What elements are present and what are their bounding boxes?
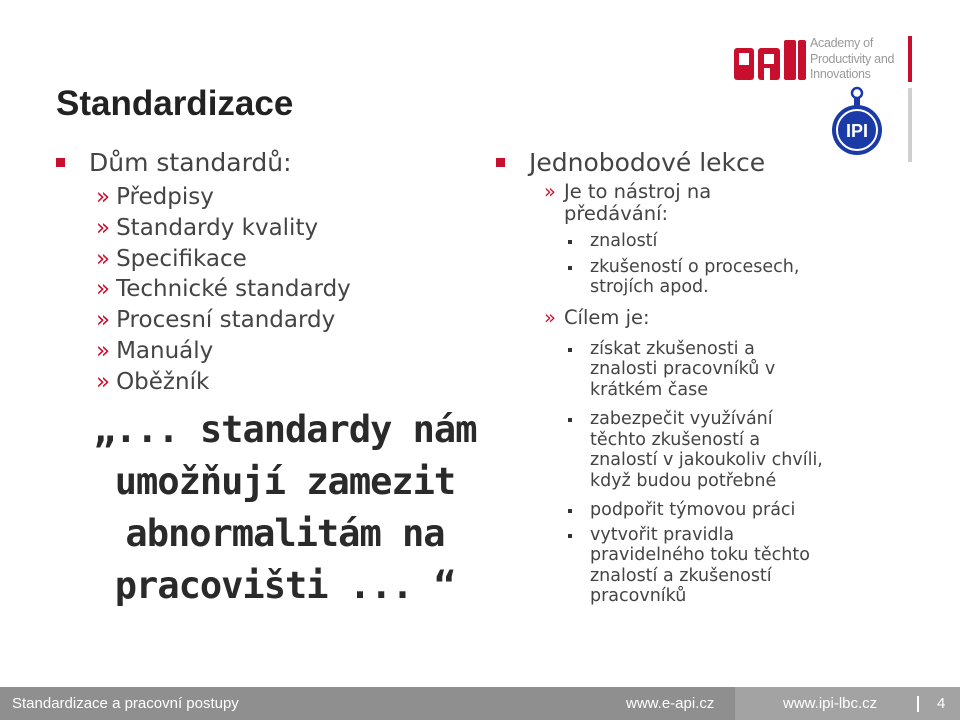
list-item: » Oběžník (96, 368, 210, 395)
list-item: » Specifikace (96, 245, 247, 272)
academy-text: Academy of Productivity and Innovations (810, 36, 895, 81)
list-item: » Manuály (96, 337, 214, 364)
small-square-bullet-icon (568, 348, 572, 352)
small-square-bullet-icon (568, 509, 572, 513)
quote-line: abnormalitám na (125, 512, 445, 555)
list-item: zabezpečit využívání těchto zkušeností a znalostí v jakoukoliv chvíli, když budou potřebné (568, 409, 896, 491)
raquo-icon: » (96, 337, 111, 364)
list-item: » Předpisy (96, 184, 214, 210)
raquo-icon: » (96, 307, 111, 334)
small-square-bullet-icon (568, 266, 572, 270)
tool-points (568, 231, 896, 298)
list-item: » Procesní standardy (96, 307, 336, 334)
quote-line: pracovišti ... “ (114, 564, 456, 607)
list-item: vytvořit pravidla pravidelného toku těchto znalostí a zkušeností pracovníků (568, 525, 896, 607)
list-item: zkušeností o procesech, strojích apod. (568, 257, 896, 298)
list-item: podpořit týmovou práci (568, 500, 896, 521)
list-item: získat zkušenosti a znalosti pracovníků v krátkém čase (568, 339, 896, 401)
slide-title: Standardizace (56, 84, 294, 123)
list-item: » Standardy kvality (96, 214, 319, 241)
small-square-bullet-icon (568, 240, 572, 244)
quote-line: „... standardy nám (93, 408, 477, 451)
page-number: 4 (937, 695, 946, 712)
footer-link-ipi[interactable]: www.ipi-lbc.cz (783, 695, 878, 712)
logo-divider-red (908, 36, 912, 82)
left-column (56, 146, 496, 398)
right-column (496, 146, 896, 607)
raquo-icon: » (96, 184, 111, 210)
raquo-icon: » (96, 368, 111, 395)
quote-line: umožňují zamezit (114, 460, 456, 503)
footer-course-title: Standardizace a pracovní postupy (12, 695, 239, 712)
raquo-icon: » (96, 214, 111, 241)
square-bullet-icon (56, 158, 65, 167)
raquo-icon: » (544, 180, 556, 203)
ipi-badge-text: IPI (845, 121, 869, 141)
section-label: » Cílem je: (544, 305, 650, 329)
footer-bar (0, 687, 960, 720)
footer-link-e-api[interactable]: www.e-api.cz (626, 695, 715, 712)
raquo-icon: » (96, 276, 111, 303)
list-item: » Technické standardy (96, 276, 351, 303)
footer-divider (917, 696, 919, 712)
square-bullet-icon (496, 158, 505, 167)
left-heading-bullet (56, 146, 496, 178)
logo (728, 32, 960, 162)
standards-list (56, 182, 496, 398)
section-label: » Je to nástroj na předávání: (544, 180, 712, 225)
left-heading: Dům standardů: (89, 147, 292, 177)
raquo-icon: » (544, 305, 556, 329)
right-heading: Jednobodové lekce (529, 147, 766, 177)
logo-divider-grey (908, 88, 912, 162)
raquo-icon: » (96, 245, 111, 272)
right-heading-bullet (496, 146, 896, 178)
list-item: znalostí (568, 231, 896, 252)
goal-points (568, 339, 896, 607)
api-logo-mark (734, 38, 808, 82)
quote-block (60, 404, 510, 612)
small-square-bullet-icon (568, 534, 572, 538)
small-square-bullet-icon (568, 418, 572, 422)
